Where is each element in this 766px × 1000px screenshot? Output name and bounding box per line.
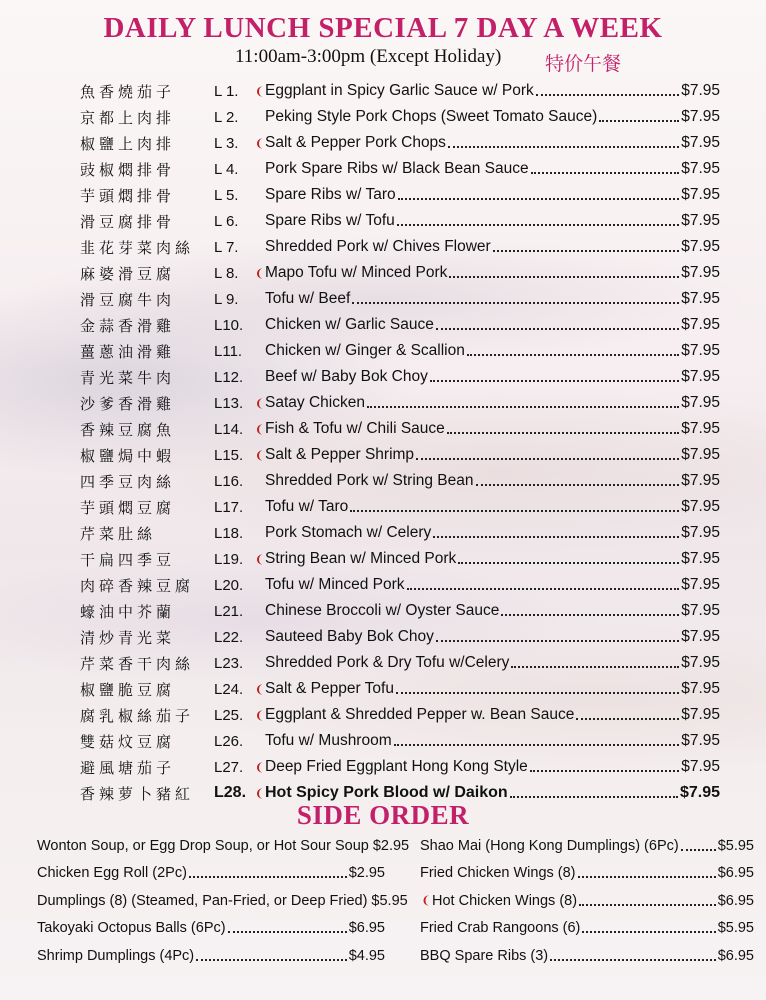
menu-item-price: $7.95 <box>681 550 720 567</box>
dot-leader <box>394 744 680 746</box>
side-order-item <box>37 887 408 915</box>
menu-item-code: L18. <box>214 524 244 542</box>
menu-item-price: $7.95 <box>681 316 720 333</box>
dot-leader <box>493 250 679 252</box>
dot-leader <box>681 849 716 851</box>
menu-item <box>80 572 720 598</box>
menu-item <box>80 364 720 390</box>
chili-pepper-icon: ❨ <box>254 683 265 696</box>
menu-item-description <box>265 576 720 594</box>
menu-item-price: $7.95 <box>681 134 720 151</box>
menu-item-description <box>265 134 720 152</box>
menu-item-description <box>265 368 720 386</box>
side-order-item <box>420 832 754 860</box>
side-order-left-column <box>37 832 410 970</box>
menu-item-name: Salt & Pepper Tofu <box>265 680 394 697</box>
menu-item-name: Pork Spare Ribs w/ Black Bean Sauce <box>265 160 529 177</box>
menu-item-name: Deep Fried Eggplant Hong Kong Style <box>265 758 528 775</box>
menu-item <box>80 754 720 780</box>
menu-item-chinese-name: 芹菜香干肉絲 <box>80 654 195 673</box>
dot-leader <box>448 146 679 148</box>
side-order-item <box>420 915 754 943</box>
menu-item-description <box>265 108 720 126</box>
menu-item-description <box>265 160 720 178</box>
menu-item-code: L22. <box>214 628 244 646</box>
dot-leader <box>447 432 679 434</box>
dot-leader <box>536 94 679 96</box>
menu-item-name: Tofu w/ Mushroom <box>265 732 392 749</box>
menu-item-name: Chinese Broccoli w/ Oyster Sauce <box>265 602 500 619</box>
side-order-price: $6.95 <box>717 892 754 909</box>
chili-pepper-icon: ❨ <box>254 449 265 462</box>
menu-item-name: Chicken w/ Ginger & Scallion <box>265 342 465 359</box>
side-order-name: Hot Chicken Wings (8) <box>432 892 578 909</box>
menu-item <box>80 156 720 182</box>
menu-item <box>80 598 720 624</box>
side-order-item <box>420 942 754 970</box>
menu-item-code: L 9. <box>214 290 239 308</box>
menu-item-name: Tofu w/ Taro <box>265 498 349 515</box>
menu-item-code: L19. <box>214 550 244 568</box>
menu-item-chinese-name: 芋頭燜排骨 <box>80 186 176 205</box>
menu-item-price: $7.95 <box>681 628 720 645</box>
menu-item-chinese-name: 滑豆腐排骨 <box>80 212 176 231</box>
menu-item-name: Sauteed Baby Bok Choy <box>265 628 434 645</box>
menu-item-chinese-name: 清炒青光菜 <box>80 628 176 647</box>
menu-item-description <box>265 602 720 620</box>
side-order-price: $2.95 <box>372 837 410 854</box>
dot-leader <box>433 536 679 538</box>
menu-item-code: L13. <box>214 394 244 412</box>
page-title: DAILY LUNCH SPECIAL 7 DAY A WEEK <box>103 12 663 44</box>
menu-item-chinese-name: 四季豆肉絲 <box>80 472 176 491</box>
menu-item-name: Salt & Pepper Pork Chops <box>265 134 446 151</box>
dot-leader <box>531 172 680 174</box>
side-order-item <box>37 942 385 970</box>
menu-item-name: Mapo Tofu w/ Minced Pork <box>265 264 448 281</box>
menu-item-description <box>265 706 720 724</box>
menu-item-price: $7.95 <box>681 446 720 463</box>
menu-item-chinese-name: 椒鹽脆豆腐 <box>80 680 176 699</box>
dot-leader <box>511 666 679 668</box>
menu-item-price: $7.95 <box>681 654 720 671</box>
chili-pepper-icon: ❨ <box>421 895 431 908</box>
menu-item-chinese-name: 麻婆滑豆腐 <box>80 264 176 283</box>
menu-item-name: Eggplant & Shredded Pepper w. Bean Sauce <box>265 706 575 723</box>
side-order-item <box>37 860 385 888</box>
side-order-price: $5.95 <box>371 892 408 909</box>
dot-leader <box>458 562 679 564</box>
menu-item-description <box>265 238 720 256</box>
menu-item-price: $7.95 <box>681 160 720 177</box>
dot-leader <box>352 302 679 304</box>
menu-item-chinese-name: 椒鹽上肉排 <box>80 134 176 153</box>
menu-item <box>80 182 720 208</box>
menu-item <box>80 624 720 650</box>
menu-item-code: L 4. <box>214 160 239 178</box>
menu-item-chinese-name: 椒鹽焗中蝦 <box>80 446 176 465</box>
menu-item-chinese-name: 金蒜香滑雞 <box>80 316 176 335</box>
menu-item-chinese-name: 雙菇炆豆腐 <box>80 732 176 751</box>
menu-item-description <box>265 264 720 282</box>
side-order-item <box>420 887 754 915</box>
menu-item-chinese-name: 避風塘茄子 <box>80 758 176 777</box>
menu-item <box>80 416 720 442</box>
menu-item-price: $7.95 <box>681 706 720 723</box>
menu-item <box>80 546 720 572</box>
menu-item-code: L 1. <box>214 82 239 100</box>
menu-item-code: L 3. <box>214 134 239 152</box>
dot-leader <box>436 640 679 642</box>
menu-item <box>80 208 720 234</box>
menu-item-price: $7.95 <box>681 342 720 359</box>
menu-item-code: L12. <box>214 368 244 386</box>
menu-item-price: $7.95 <box>681 368 720 385</box>
side-order-price: $5.95 <box>717 920 754 937</box>
menu-item-price: $7.95 <box>681 238 720 255</box>
side-order-item <box>420 860 754 888</box>
side-order-item <box>37 832 410 860</box>
menu-item-description <box>265 212 720 230</box>
side-order-price: $5.95 <box>717 837 754 854</box>
menu-item <box>80 130 720 156</box>
side-order-name: Fried Chicken Wings (8) <box>420 865 576 882</box>
menu-item <box>80 312 720 338</box>
menu-item <box>80 234 720 260</box>
menu-item-code: L10. <box>214 316 244 334</box>
menu-item-code: L 6. <box>214 212 239 230</box>
dot-leader <box>530 770 679 772</box>
side-order-price: $2.95 <box>348 865 385 882</box>
menu-item-description <box>265 342 720 360</box>
menu-item <box>80 260 720 286</box>
menu-item <box>80 702 720 728</box>
side-order-name: Chicken Egg Roll (2Pc) <box>37 865 187 882</box>
menu-item-code: L 7. <box>214 238 239 256</box>
menu-item-name: Eggplant in Spicy Garlic Sauce w/ Pork <box>265 82 534 99</box>
menu-item-description <box>265 446 720 464</box>
menu-item-chinese-name: 豉椒燜排骨 <box>80 160 176 179</box>
menu-item-price: $7.95 <box>681 524 720 541</box>
dot-leader <box>579 904 716 906</box>
menu-item-chinese-name: 青光菜牛肉 <box>80 368 176 387</box>
menu-item-description <box>265 420 720 438</box>
menu-item-description <box>265 316 720 334</box>
menu-item-chinese-name: 薑蔥油滑雞 <box>80 342 176 361</box>
chili-pepper-icon: ❨ <box>254 85 265 98</box>
menu-item-description <box>265 758 720 776</box>
menu-item-description <box>265 498 720 516</box>
dot-leader <box>430 380 679 382</box>
chili-pepper-icon: ❨ <box>254 709 265 722</box>
side-order-price: $6.95 <box>717 947 754 964</box>
menu-item-price: $7.95 <box>679 784 720 801</box>
side-order-name: Wonton Soup, or Egg Drop Soup, or Hot Sour Soup <box>37 837 369 854</box>
menu-item-name: Fish & Tofu w/ Chili Sauce <box>265 420 445 437</box>
side-order-name: Shao Mai (Hong Kong Dumplings) (6Pc) <box>420 837 679 854</box>
menu-item-name: Chicken w/ Garlic Sauce <box>265 316 434 333</box>
menu-item <box>80 676 720 702</box>
menu-item-code: L21. <box>214 602 244 620</box>
menu-item-description <box>265 82 720 100</box>
menu-item-price: $7.95 <box>681 108 720 125</box>
dot-leader <box>407 588 680 590</box>
menu-item-name: Shredded Pork & Dry Tofu w/Celery <box>265 654 510 671</box>
menu-item-chinese-name: 香辣萝卜豬紅 <box>80 784 195 803</box>
dot-leader <box>396 692 679 694</box>
menu-item-description <box>265 524 720 542</box>
menu-item-name: Hot Spicy Pork Blood w/ Daikon <box>265 784 508 801</box>
dot-leader <box>578 876 716 878</box>
menu-item-description <box>265 550 720 568</box>
side-order-price: $6.95 <box>717 865 754 882</box>
menu-item-name: Satay Chicken <box>265 394 365 411</box>
menu-item-description <box>265 394 720 412</box>
menu-item-price: $7.95 <box>681 472 720 489</box>
menu-item-chinese-name: 干扁四季豆 <box>80 550 176 569</box>
menu-item-price: $7.95 <box>681 186 720 203</box>
menu-item-price: $7.95 <box>681 82 720 99</box>
dot-leader <box>510 796 678 798</box>
dot-leader <box>476 484 680 486</box>
dot-leader <box>582 931 715 933</box>
menu-item-name: Shredded Pork w/ Chives Flower <box>265 238 491 255</box>
side-order-item <box>37 915 385 943</box>
menu-item-price: $7.95 <box>681 394 720 411</box>
dot-leader <box>397 224 679 226</box>
side-order-name: Shrimp Dumplings (4Pc) <box>37 947 195 964</box>
menu-item <box>80 728 720 754</box>
menu-item-name: Shredded Pork w/ String Bean <box>265 472 474 489</box>
side-order-name: Takoyaki Octopus Balls (6Pc) <box>37 920 226 937</box>
menu-item-code: L11. <box>214 342 243 360</box>
menu-item-chinese-name: 沙爹香滑雞 <box>80 394 176 413</box>
dot-leader <box>189 876 347 878</box>
menu-item-name: Peking Style Pork Chops (Sweet Tomato Sauce) <box>265 108 598 125</box>
menu-item-price: $7.95 <box>681 420 720 437</box>
dot-leader <box>398 198 680 200</box>
side-order-title: SIDE ORDER <box>296 800 470 830</box>
menu-item-code: L16. <box>214 472 244 490</box>
dot-leader <box>416 458 679 460</box>
side-order-name: Dumplings (8) (Steamed, Pan-Fried, or Deep Fried) <box>37 892 368 909</box>
menu-item-name: Spare Ribs w/ Taro <box>265 186 396 203</box>
menu-item-price: $7.95 <box>681 602 720 619</box>
menu-item <box>80 494 720 520</box>
hours-subtitle: 11:00am-3:00pm (Except Holiday) <box>235 46 502 67</box>
side-order-name: Fried Crab Rangoons (6) <box>420 920 581 937</box>
menu-item-code: L20. <box>214 576 244 594</box>
dot-leader <box>576 718 679 720</box>
menu-item-description <box>265 680 720 698</box>
menu-item <box>80 442 720 468</box>
menu-item-name: String Bean w/ Minced Pork <box>265 550 457 567</box>
menu-item-chinese-name: 蠔油中芥蘭 <box>80 602 176 621</box>
menu-item-name: Tofu w/ Beef <box>265 290 351 307</box>
dot-leader <box>449 276 679 278</box>
dot-leader <box>367 406 679 408</box>
menu-item <box>80 286 720 312</box>
dot-leader <box>550 959 716 961</box>
menu-item-chinese-name: 芹菜肚絲 <box>80 524 157 543</box>
menu-item-name: Beef w/ Baby Bok Choy <box>265 368 428 385</box>
dot-leader <box>501 614 679 616</box>
menu-item-price: $7.95 <box>681 290 720 307</box>
menu-item-chinese-name: 腐乳椒絲茄子 <box>80 706 195 725</box>
menu-item <box>80 390 720 416</box>
menu-item-code: L 2. <box>214 108 239 126</box>
menu-item-description <box>265 290 720 308</box>
menu-item <box>80 78 720 104</box>
chili-pepper-icon: ❨ <box>254 423 265 436</box>
menu-item-chinese-name: 京都上肉排 <box>80 108 176 127</box>
menu-item-price: $7.95 <box>681 264 720 281</box>
lunch-menu-list <box>80 78 720 806</box>
menu-item-code: L17. <box>214 498 244 516</box>
menu-item-name: Spare Ribs w/ Tofu <box>265 212 395 229</box>
menu-item-code: L26. <box>214 732 244 750</box>
side-order-price: $4.95 <box>348 947 385 964</box>
menu-item-code: L24. <box>214 680 244 698</box>
menu-item-description <box>265 472 720 490</box>
menu-item-name: Pork Stomach w/ Celery <box>265 524 432 541</box>
menu-item-code: L28. <box>214 784 247 801</box>
menu-item-code: L 8. <box>214 264 239 282</box>
menu-item-description <box>265 186 720 204</box>
chili-pepper-icon: ❨ <box>254 397 265 410</box>
menu-item-price: $7.95 <box>681 498 720 515</box>
menu-item-name: Salt & Pepper Shrimp <box>265 446 415 463</box>
chili-pepper-icon: ❨ <box>254 137 265 150</box>
menu-item-description <box>265 732 720 750</box>
menu-item-code: L23. <box>214 654 244 672</box>
menu-item-code: L27. <box>214 758 244 776</box>
chili-pepper-icon: ❨ <box>254 267 265 280</box>
menu-item <box>80 468 720 494</box>
menu-item-name: Tofu w/ Minced Pork <box>265 576 405 593</box>
menu-item-chinese-name: 魚香燒茄子 <box>80 82 176 101</box>
menu-item-chinese-name: 香辣豆腐魚 <box>80 420 176 439</box>
menu-item-code: L25. <box>214 706 244 724</box>
menu-item <box>80 338 720 364</box>
menu-item-chinese-name: 韭花芽菜肉絲 <box>80 238 195 257</box>
menu-item-description <box>265 628 720 646</box>
dot-leader <box>350 510 679 512</box>
chili-pepper-icon: ❨ <box>254 553 265 566</box>
menu-item-chinese-name: 肉碎香辣豆腐 <box>80 576 195 595</box>
menu-item-price: $7.95 <box>681 758 720 775</box>
dot-leader <box>196 959 347 961</box>
menu-item <box>80 520 720 546</box>
menu-item-price: $7.95 <box>681 732 720 749</box>
menu-item-chinese-name: 滑豆腐牛肉 <box>80 290 176 309</box>
side-order-name: BBQ Spare Ribs (3) <box>420 947 549 964</box>
menu-item-code: L15. <box>214 446 244 464</box>
dot-leader <box>436 328 679 330</box>
dot-leader <box>599 120 679 122</box>
menu-item-price: $7.95 <box>681 680 720 697</box>
dot-leader <box>228 931 347 933</box>
side-order-price: $6.95 <box>348 920 385 937</box>
subtitle-chinese: 特价午餐 <box>545 53 622 75</box>
menu-item-price: $7.95 <box>681 212 720 229</box>
chili-pepper-icon: ❨ <box>254 787 265 800</box>
dot-leader <box>467 354 679 356</box>
menu-item <box>80 650 720 676</box>
menu-item-chinese-name: 芋頭燜豆腐 <box>80 498 176 517</box>
side-order-right-column <box>420 832 754 970</box>
menu-item-description <box>265 654 720 672</box>
menu-item-code: L14. <box>214 420 244 438</box>
chili-pepper-icon: ❨ <box>254 761 265 774</box>
menu-item-code: L 5. <box>214 186 239 204</box>
menu-item-price: $7.95 <box>681 576 720 593</box>
menu-item <box>80 104 720 130</box>
